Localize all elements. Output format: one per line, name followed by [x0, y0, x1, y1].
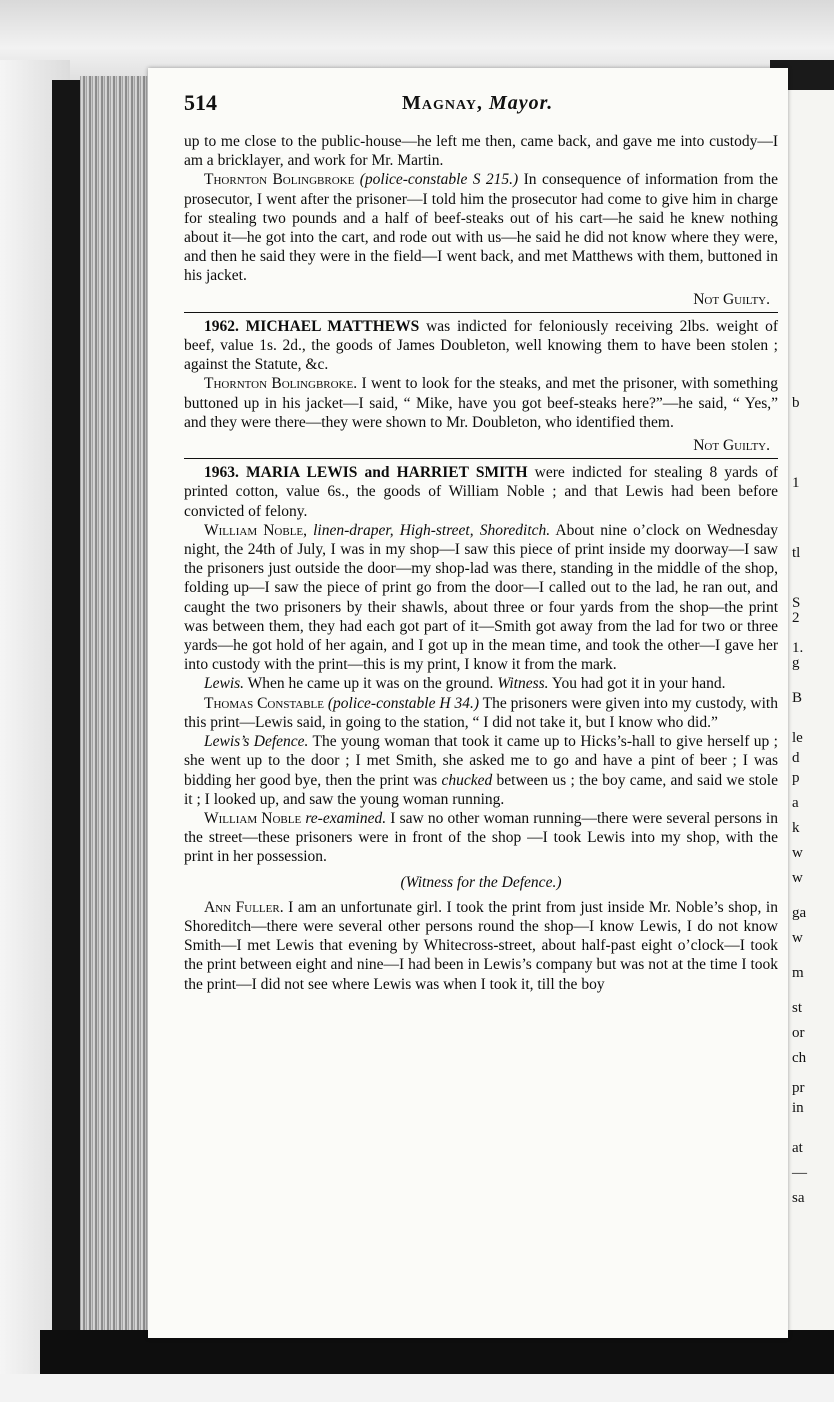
- testimony: About nine o’clock on Wednesday night, the 24th of July, I was in my shop—I saw this piece of print inside my doorway—I saw the prisoners just outside the door—my shop-lad was there, standing in the middle of the shop, folding up—I saw the piece of print go from the door—I called out to the lad, he ran out, and caught the two prisoners by their shawls, about three or four yards from the shop—the print was between them, they had each got part of it—Smith got away from the lad for two or three yards—he got hold of her again, and I got up in the mean time, and took the other—I gave her into custody with the print—this is my print, I know it from the mark.: [184, 521, 778, 674]
- page-header-title: [402, 92, 553, 115]
- testimony: between us ; the boy came, and said we stole it ; I looked up, and saw the young woman running.: [184, 771, 778, 808]
- paragraph: [184, 521, 778, 675]
- adjacent-page-text-fragment: k: [792, 820, 800, 836]
- adjacent-page-text-fragment: ch: [792, 1050, 807, 1066]
- adjacent-page-text-fragment: B: [792, 690, 803, 706]
- testimony: I saw no other woman running—there were several persons in the street—these prisoners were in front of the shop —I took Lewis into my shop, with the print in her possession.: [184, 809, 778, 866]
- adjacent-page-text-fragment: w: [792, 930, 803, 946]
- case-paragraph: [184, 317, 778, 375]
- testimony: The young woman that took it came up to Hicks’s-hall to give herself up ; she went up to the door ; I met Smith, she asked me to go and have a pint of beer ; I was bidding her good bye, then the print was: [184, 733, 778, 789]
- header-name: Magnay,: [402, 92, 483, 114]
- italic-word: chucked: [441, 771, 493, 789]
- background-bottom: [0, 1374, 834, 1402]
- adjacent-page-text-fragment: tl: [792, 545, 801, 561]
- witness-role: (police-constable H 34.): [324, 694, 480, 712]
- paragraph: [184, 732, 778, 809]
- adjacent-page-text-fragment: or: [792, 1025, 805, 1041]
- adjacent-page-text-fragment: w: [792, 845, 803, 861]
- case-heading: 1962. MICHAEL MATTHEWS: [204, 317, 420, 335]
- adjacent-page-text-fragment: d: [792, 750, 800, 766]
- adjacent-page-text-fragment: m: [792, 965, 804, 981]
- witness-name: Thornton Bolingbroke.: [204, 375, 358, 393]
- adjacent-page-text-fragment: w: [792, 870, 803, 886]
- testimony: You had got it in your hand.: [548, 675, 726, 693]
- testimony: I am an unfortunate girl. I took the print from just inside Mr. Noble’s shop, in Shoreditch—there were several other persons round the shop—I know Lewis, I do not know Smith—I met Lewis that evening by Whitecross-street, about half-past eight o’clock—I took the print between eight and nine—I had been in Lewis’s company but was not at the time I took the print—I did not see where Lewis was when I took it, till the boy: [184, 898, 778, 993]
- paragraph: up to me close to the public-house—he left me then, came back, and gave me into custody—I am a bricklayer, and work for Mr. Martin.: [184, 133, 778, 170]
- adjacent-page-text-fragment: sa: [792, 1190, 805, 1206]
- paragraph: [184, 374, 778, 432]
- adjacent-page-text-fragment: b: [792, 395, 800, 411]
- testimony: When he came up it was on the ground.: [244, 675, 498, 693]
- speaker-label: Witness.: [497, 675, 549, 693]
- case-paragraph: [184, 463, 778, 521]
- adjacent-page-fragment: [788, 90, 834, 1340]
- divider: [184, 458, 778, 459]
- adjacent-page-text-fragment: in: [792, 1100, 804, 1116]
- witness-role: (police-constable S 215.): [359, 171, 519, 189]
- adjacent-page-text-fragment: S: [792, 595, 801, 611]
- adjacent-page-text-fragment: —: [792, 1165, 807, 1181]
- witness-name: Thornton Bolingbroke: [204, 171, 355, 189]
- adjacent-page-text-fragment: pr: [792, 1080, 805, 1096]
- adjacent-page-text-fragment: ga: [792, 905, 807, 921]
- adjacent-page-text-fragment: le: [792, 730, 803, 746]
- adjacent-page-text-fragment: st: [792, 1000, 803, 1016]
- paragraph: [184, 674, 778, 693]
- divider: [184, 312, 778, 313]
- case-heading: 1963. MARIA LEWIS and HARRIET SMITH: [204, 464, 528, 482]
- running-head: [148, 86, 788, 122]
- book-page: [148, 68, 788, 1338]
- paragraph: [184, 809, 778, 867]
- page-number: 514: [184, 90, 217, 115]
- testimony: In consequence of information from the prosecutor, I went after the prisoner—I told him the prosecutor had come to give him in charge for stealing two pounds and a half of beef-steaks out of his cart—he said he knew nothing about it—he got into the cart, and rode out with us—he said he did not know where they were, and then he said they were in the field—I went back, and met Matthews with them, buttoned in his jacket.: [184, 171, 778, 285]
- testimony: The prisoners were given into my custody, with this print—Lewis said, in going to the station, “ I did not take it, but I know who did.”: [184, 694, 778, 731]
- section-subhead: (Witness for the Defence.): [400, 873, 562, 891]
- adjacent-page-text-fragment: g: [792, 655, 800, 671]
- indictment: were indicted for stealing 8 yards of printed cotton, value 6s., the goods of William Noble ; and that Lewis had been before convicted of felony.: [184, 464, 779, 520]
- speaker-label: Lewis.: [204, 675, 245, 693]
- adjacent-page-text-fragment: at: [792, 1140, 803, 1156]
- witness-name: William Noble,: [204, 521, 308, 539]
- verdict: Not Guilty.: [693, 290, 770, 308]
- adjacent-page-text-fragment: 1.: [792, 640, 804, 656]
- testimony: I went to look for the steaks, and met the prisoner, with something buttoned up in his jacket—I said, “ Mike, have you got beef-steaks here?”—he said, “ Yes,” and they were there—they were shown to Mr. Doubleton, who identified them.: [184, 375, 778, 431]
- adjacent-page-text-fragment: p: [792, 770, 800, 786]
- witness-role: re-examined.: [301, 809, 387, 827]
- defence-label: Lewis’s Defence.: [204, 733, 309, 751]
- witness-role: linen-draper, High-street, Shoreditch.: [307, 521, 551, 539]
- adjacent-page-text-fragment: a: [792, 795, 799, 811]
- indictment: was indicted for feloniously receiving 2lbs. weight of beef, value 1s. 2d., the goods of James Doubleton, well knowing them to have been stolen ; against the Statute, &c.: [184, 317, 779, 374]
- paragraph: [184, 694, 778, 732]
- adjacent-page-text-fragment: 1: [792, 475, 800, 491]
- verdict: Not Guilty.: [693, 437, 770, 455]
- paragraph: [184, 170, 778, 285]
- paragraph: [184, 898, 778, 994]
- witness-name: William Noble: [204, 809, 302, 827]
- witness-name: Thomas Constable: [204, 694, 324, 712]
- header-office: Mayor.: [488, 92, 554, 114]
- page-body: [184, 132, 778, 994]
- witness-name: Ann Fuller.: [204, 898, 284, 916]
- adjacent-page-text-fragment: 2: [792, 610, 800, 626]
